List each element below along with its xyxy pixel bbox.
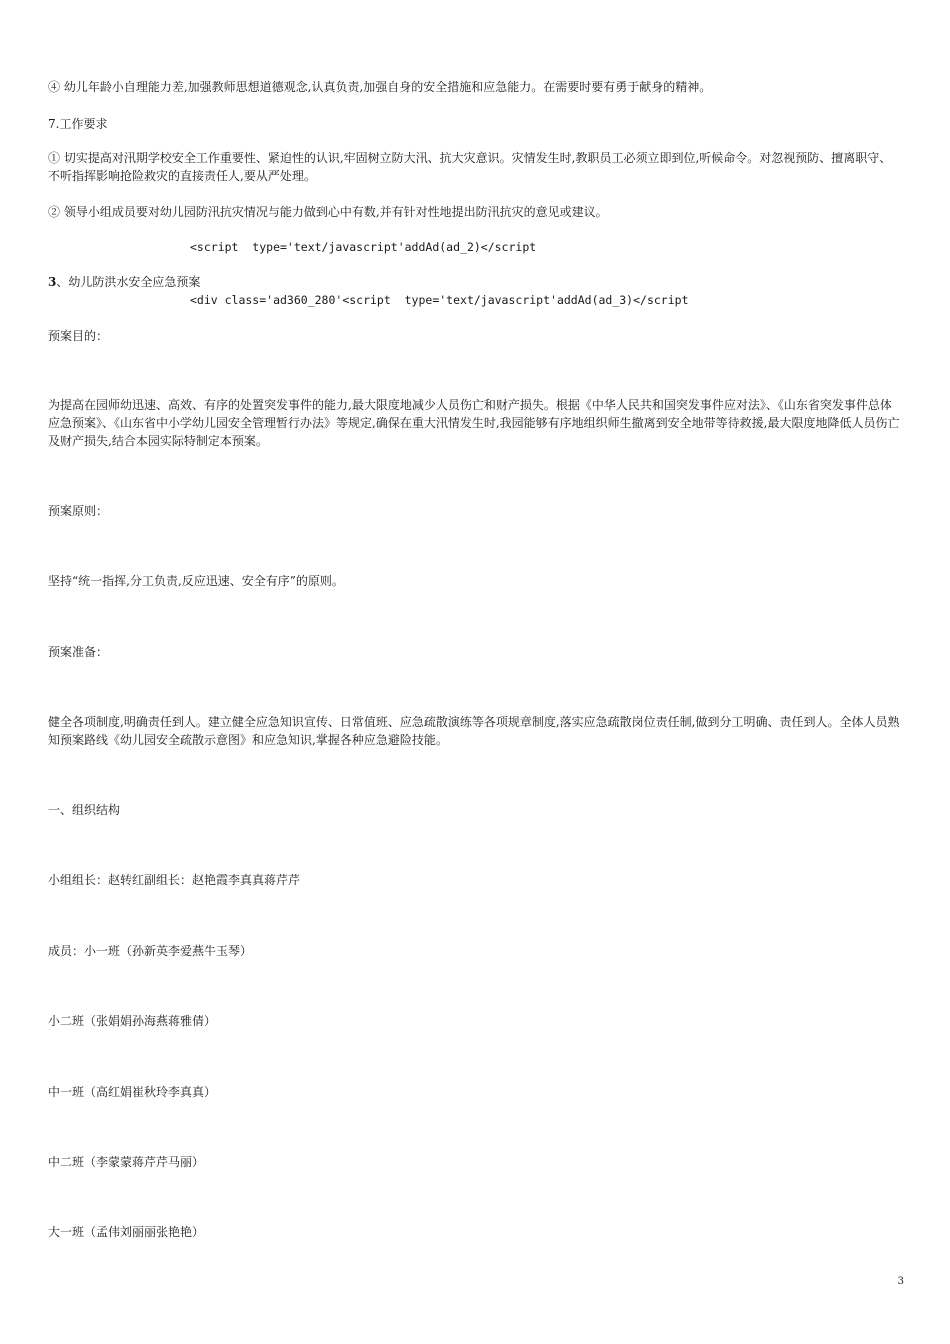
- code-snippet-ad-2: <script type='text/javascript'addAd(ad_2)</script: [190, 240, 537, 254]
- label-plan-preparation: 预案准备：: [48, 645, 109, 659]
- paragraph-large-1: 大一班（孟伟刘丽丽张艳艳）: [48, 1225, 205, 1239]
- paragraph-plan-principle: 坚持“统一指挥,分工负责,反应迅速、安全有序”的原则。: [48, 574, 344, 588]
- paragraph-plan-preparation: 健全各项制度,明确责任到人。建立健全应急知识宣传、日常值班、应急疏散演练等各项规章制度,落实应急疏散岗位责任制,做到分工明确、责任到人。全体人员熟知预案路线《幼儿园安全疏散示意图》和应急知识,掌握各种应急避险技能。: [48, 715, 900, 747]
- label-plan-principle: 预案原则：: [48, 504, 109, 518]
- paragraph-members-small-1: 成员：小一班（孙新英李爱燕牛玉琴）: [48, 944, 253, 958]
- paragraph-safety-awareness: ④ 幼儿年龄小自理能力差,加强教师思想道德观念,认真负责,加强自身的安全措施和应急能力。在需要时要有勇于献身的精神。: [48, 80, 712, 94]
- paragraph-requirement-2: ② 领导小组成员要对幼儿园防汛抗灾情况与能力做到心中有数,并有针对性地提出防汛抗灾的意见或建议。: [48, 205, 608, 219]
- paragraph-plan-purpose: 为提高在园师幼迅速、高效、有序的处置突发事件的能力,最大限度地减少人员伤亡和财产损失。根据《中华人民共和国突发事件应对法》、《山东省突发事件总体应急预案》、《山东省中小学幼儿园安全管理暂行办法》等规定,确保在重大汛情发生时,我园能够有序地组织师生撤离到安全地带等待救援,最大限度地降低人员伤亡及财产损失,结合本园实际特制定本预案。: [48, 398, 900, 448]
- heading-text: 、幼儿防洪水安全应急预案: [56, 275, 201, 289]
- section-heading-work-requirements: 7.工作要求: [48, 117, 108, 131]
- page-number: 3: [897, 1276, 904, 1287]
- paragraph-small-2: 小二班（张娟娟孙海燕蒋雅倩）: [48, 1014, 217, 1028]
- paragraph-middle-2: 中二班（李蒙蒙蒋芹芹马丽）: [48, 1155, 205, 1169]
- paragraph-group-leaders: 小组组长：赵转红副组长：赵艳霞李真真蒋芹芹: [48, 873, 301, 887]
- section-heading-organization: 一、组织结构: [48, 803, 121, 817]
- code-snippet-ad-3: <div class='ad360_280'<script type='text/javascript'addAd(ad_3)</script: [190, 293, 689, 307]
- section-heading-flood-plan: [48, 273, 903, 291]
- paragraph-requirement-1: ① 切实提高对汛期学校安全工作重要性、紧迫性的认识,牢固树立防大汛、抗大灾意识。灾情发生时,教职员工必须立即到位,听候命令。对忽视预防、擅离职守、不听指挥影响抢险救灾的直接责任人,要从严处理。: [48, 151, 892, 183]
- paragraph-middle-1: 中一班（高红娟崔秋玲李真真）: [48, 1085, 217, 1099]
- label-plan-purpose: 预案目的：: [48, 329, 109, 343]
- heading-number: 3: [48, 275, 57, 289]
